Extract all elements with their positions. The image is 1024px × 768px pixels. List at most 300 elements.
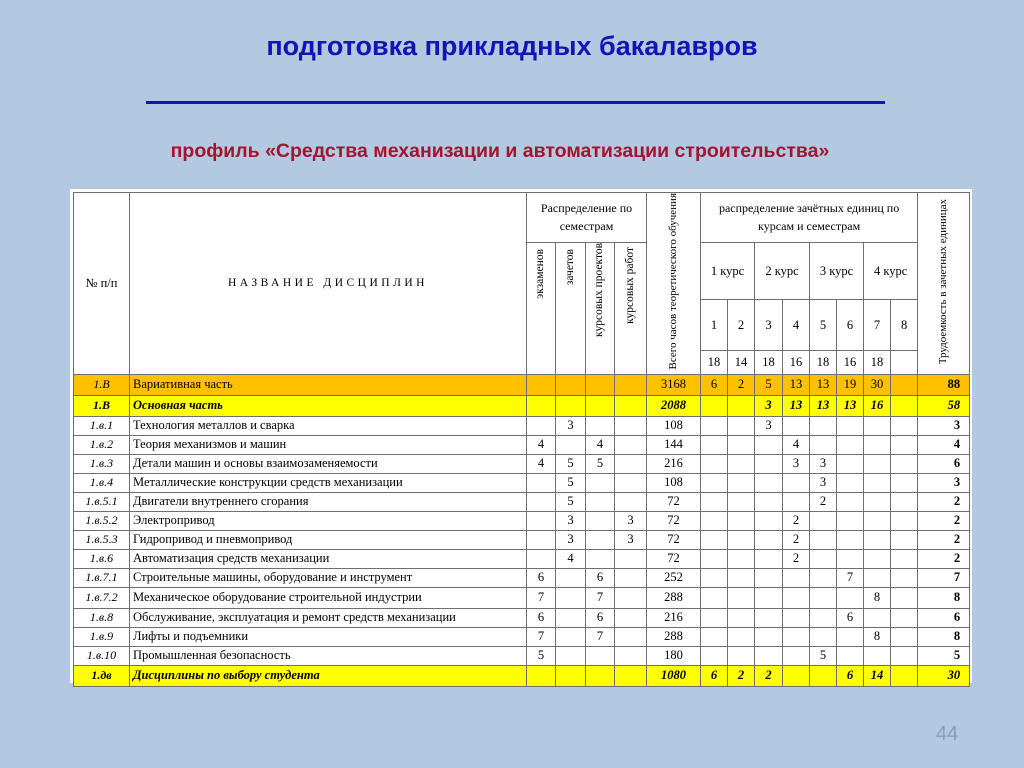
row-labor-total: 2: [918, 530, 970, 549]
header-weeks: 16: [837, 350, 864, 374]
row-exams: [527, 473, 556, 492]
row-tests: 4: [556, 549, 586, 568]
header-semester: 7: [864, 299, 891, 350]
row-discipline-name: Автоматизация средств механизации: [130, 549, 527, 568]
row-course-projects: 6: [586, 608, 615, 627]
row-semester-credits: [701, 627, 728, 646]
row-semester-credits: [701, 416, 728, 435]
table-row: [74, 473, 970, 492]
row-labor-total: 2: [918, 492, 970, 511]
row-semester-credits: [755, 568, 783, 587]
header-weeks: 16: [783, 350, 810, 374]
slide-title: подготовка прикладных бакалавров: [266, 31, 758, 61]
row-semester-credits: [701, 530, 728, 549]
header-tests: зачетов: [556, 243, 586, 375]
row-semester-credits: [755, 627, 783, 646]
row-semester-credits: [728, 454, 755, 473]
row-tests: 5: [556, 473, 586, 492]
row-total-hours: 3168: [647, 374, 701, 395]
row-course-works: [615, 549, 647, 568]
row-total-hours: 72: [647, 511, 701, 530]
table-row: [74, 549, 970, 568]
header-course-2: 2 курс: [755, 243, 810, 300]
row-course-works: [615, 587, 647, 608]
row-tests: [556, 627, 586, 646]
row-exams: 6: [527, 608, 556, 627]
row-code: 1.в.7.1: [74, 568, 130, 587]
row-course-projects: 6: [586, 568, 615, 587]
row-semester-credits: 7: [837, 568, 864, 587]
row-semester-credits: [810, 568, 837, 587]
row-discipline-name: Основная часть: [130, 395, 527, 416]
row-course-works: [615, 568, 647, 587]
table-header: [74, 193, 970, 375]
row-semester-credits: 16: [864, 395, 891, 416]
row-semester-credits: [837, 627, 864, 646]
row-labor-total: 8: [918, 587, 970, 608]
row-semester-credits: [783, 473, 810, 492]
row-semester-credits: [701, 511, 728, 530]
row-labor-total: 8: [918, 627, 970, 646]
row-course-projects: 7: [586, 627, 615, 646]
row-semester-credits: [891, 374, 918, 395]
row-course-works: [615, 416, 647, 435]
row-semester-credits: [864, 549, 891, 568]
row-course-works: [615, 627, 647, 646]
header-semester: 5: [810, 299, 837, 350]
row-semester-credits: [701, 568, 728, 587]
header-semester: 3: [755, 299, 783, 350]
row-exams: 7: [527, 627, 556, 646]
header-weeks: 18: [701, 350, 728, 374]
row-semester-credits: [864, 473, 891, 492]
row-exams: [527, 549, 556, 568]
row-code: 1.в.10: [74, 646, 130, 665]
row-semester-credits: [837, 416, 864, 435]
row-code: 1.в.2: [74, 435, 130, 454]
row-semester-credits: 13: [810, 395, 837, 416]
row-semester-credits: [891, 492, 918, 511]
header-semester: 6: [837, 299, 864, 350]
row-semester-credits: [891, 627, 918, 646]
row-semester-credits: [783, 646, 810, 665]
header-weeks: 14: [728, 350, 755, 374]
row-semester-credits: [701, 549, 728, 568]
header-course-3: 3 курс: [810, 243, 864, 300]
row-semester-credits: [864, 608, 891, 627]
row-semester-credits: [810, 435, 837, 454]
row-exams: 4: [527, 454, 556, 473]
row-course-works: 3: [615, 530, 647, 549]
row-semester-credits: 2: [783, 549, 810, 568]
page-number: 44: [936, 723, 959, 745]
row-semester-credits: 6: [837, 608, 864, 627]
row-discipline-name: Вариативная часть: [130, 374, 527, 395]
header-course-works: курсовых работ: [615, 243, 647, 375]
row-course-works: [615, 395, 647, 416]
row-semester-credits: [810, 416, 837, 435]
row-total-hours: 252: [647, 568, 701, 587]
table-row: [74, 608, 970, 627]
row-semester-credits: [728, 568, 755, 587]
row-semester-credits: [891, 454, 918, 473]
row-semester-credits: [810, 587, 837, 608]
row-semester-credits: 6: [837, 665, 864, 686]
row-semester-credits: [810, 627, 837, 646]
table-row: [74, 646, 970, 665]
row-discipline-name: Электропривод: [130, 511, 527, 530]
row-discipline-name: Дисциплины по выбору студента: [130, 665, 527, 686]
row-total-hours: 144: [647, 435, 701, 454]
row-semester-credits: [891, 473, 918, 492]
row-course-projects: [586, 511, 615, 530]
row-semester-credits: [810, 511, 837, 530]
row-code: 1.В: [74, 395, 130, 416]
row-exams: [527, 492, 556, 511]
row-course-works: [615, 435, 647, 454]
header-total-hours: Всего часов теоретического обучения: [647, 193, 701, 375]
row-semester-credits: [864, 492, 891, 511]
row-semester-credits: [810, 530, 837, 549]
row-semester-credits: [728, 395, 755, 416]
row-semester-credits: [755, 646, 783, 665]
row-code: 1.В: [74, 374, 130, 395]
row-semester-credits: 30: [864, 374, 891, 395]
row-semester-credits: 6: [701, 374, 728, 395]
row-labor-total: 7: [918, 568, 970, 587]
row-tests: [556, 435, 586, 454]
row-semester-credits: [864, 454, 891, 473]
row-discipline-name: Двигатели внутреннего сгорания: [130, 492, 527, 511]
row-semester-credits: [891, 568, 918, 587]
row-semester-credits: [728, 646, 755, 665]
row-semester-credits: [701, 435, 728, 454]
header-discipline-name: НАЗВАНИЕ ДИСЦИПЛИН: [130, 193, 527, 375]
profile-subtitle: профиль «Средства механизации и автоматизации строительства»: [170, 140, 830, 162]
row-exams: 5: [527, 646, 556, 665]
row-course-projects: 5: [586, 454, 615, 473]
row-semester-credits: [728, 608, 755, 627]
row-semester-credits: [891, 646, 918, 665]
row-semester-credits: [837, 473, 864, 492]
row-semester-credits: [728, 627, 755, 646]
row-semester-credits: [864, 530, 891, 549]
row-discipline-name: Технология металлов и сварка: [130, 416, 527, 435]
row-semester-credits: 8: [864, 627, 891, 646]
row-code: 1.в.7.2: [74, 587, 130, 608]
table-row: [74, 374, 970, 395]
row-semester-credits: 13: [810, 374, 837, 395]
row-semester-credits: [701, 395, 728, 416]
header-credit-distribution: распределение зачётных единиц по курсам и семестрам: [701, 193, 918, 243]
row-semester-credits: [837, 549, 864, 568]
table-row: [74, 454, 970, 473]
row-semester-credits: [783, 492, 810, 511]
row-semester-credits: 13: [783, 395, 810, 416]
row-course-projects: [586, 473, 615, 492]
row-discipline-name: Детали машин и основы взаимозаменяемости: [130, 454, 527, 473]
row-course-works: 3: [615, 511, 647, 530]
row-discipline-name: Гидропривод и пневмопривод: [130, 530, 527, 549]
row-semester-credits: [728, 416, 755, 435]
row-total-hours: 72: [647, 492, 701, 511]
row-semester-credits: [728, 492, 755, 511]
row-total-hours: 216: [647, 608, 701, 627]
curriculum-table-container: [70, 189, 972, 683]
row-code: 1.в.1: [74, 416, 130, 435]
row-semester-credits: [837, 511, 864, 530]
row-labor-total: 6: [918, 608, 970, 627]
row-discipline-name: Лифты и подъемники: [130, 627, 527, 646]
row-course-works: [615, 454, 647, 473]
row-semester-credits: [891, 608, 918, 627]
row-semester-credits: [864, 511, 891, 530]
row-semester-credits: 2: [728, 374, 755, 395]
row-course-projects: [586, 646, 615, 665]
row-semester-credits: 3: [810, 454, 837, 473]
row-code: 1.в.3: [74, 454, 130, 473]
row-semester-credits: [891, 435, 918, 454]
row-course-projects: [586, 374, 615, 395]
row-semester-credits: [728, 435, 755, 454]
row-semester-credits: [701, 454, 728, 473]
row-course-projects: 7: [586, 587, 615, 608]
header-semester: 2: [728, 299, 755, 350]
row-labor-total: 2: [918, 549, 970, 568]
table-row: [74, 395, 970, 416]
row-tests: 3: [556, 530, 586, 549]
row-tests: [556, 374, 586, 395]
row-labor-total: 3: [918, 473, 970, 492]
row-semester-credits: [891, 511, 918, 530]
row-total-hours: 1080: [647, 665, 701, 686]
row-code: 1.в.8: [74, 608, 130, 627]
row-semester-credits: [837, 435, 864, 454]
row-total-hours: 288: [647, 627, 701, 646]
header-course-projects: курсовых проектов: [586, 243, 615, 375]
row-semester-credits: 13: [783, 374, 810, 395]
header-weeks: 18: [810, 350, 837, 374]
row-semester-credits: [783, 587, 810, 608]
row-labor-total: 3: [918, 416, 970, 435]
row-semester-credits: 2: [783, 511, 810, 530]
table-row: [74, 530, 970, 549]
row-code: 1.в.5.2: [74, 511, 130, 530]
row-semester-credits: [755, 454, 783, 473]
row-semester-credits: [728, 549, 755, 568]
row-labor-total: 88: [918, 374, 970, 395]
row-discipline-name: Механическое оборудование строительной индустрии: [130, 587, 527, 608]
row-semester-credits: [810, 665, 837, 686]
row-semester-credits: [891, 549, 918, 568]
header-weeks: [891, 350, 918, 374]
row-exams: [527, 416, 556, 435]
row-labor-total: 4: [918, 435, 970, 454]
title-underline: [146, 101, 885, 104]
row-semester-credits: [701, 473, 728, 492]
table-row: [74, 627, 970, 646]
row-exams: [527, 530, 556, 549]
row-exams: [527, 395, 556, 416]
row-total-hours: 72: [647, 530, 701, 549]
row-course-works: [615, 492, 647, 511]
header-semester: 4: [783, 299, 810, 350]
row-total-hours: 108: [647, 416, 701, 435]
row-course-works: [615, 608, 647, 627]
row-discipline-name: Строительные машины, оборудование и инструмент: [130, 568, 527, 587]
row-code: 1.в.5.1: [74, 492, 130, 511]
row-semester-credits: [783, 608, 810, 627]
row-code: 1.в.6: [74, 549, 130, 568]
row-code: 1.в.4: [74, 473, 130, 492]
row-total-hours: 72: [647, 549, 701, 568]
row-semester-credits: [837, 454, 864, 473]
row-total-hours: 108: [647, 473, 701, 492]
row-labor-total: 2: [918, 511, 970, 530]
row-total-hours: 216: [647, 454, 701, 473]
row-semester-credits: [891, 665, 918, 686]
row-labor-total: 6: [918, 454, 970, 473]
row-semester-credits: [837, 492, 864, 511]
row-tests: 3: [556, 416, 586, 435]
row-semester-credits: [864, 435, 891, 454]
row-semester-credits: [728, 530, 755, 549]
row-total-hours: 288: [647, 587, 701, 608]
row-semester-credits: [755, 587, 783, 608]
row-discipline-name: Обслуживание, эксплуатация и ремонт средств механизации: [130, 608, 527, 627]
row-semester-credits: 2: [755, 665, 783, 686]
row-semester-credits: 5: [810, 646, 837, 665]
row-semester-credits: [755, 549, 783, 568]
row-semester-credits: [701, 492, 728, 511]
row-tests: [556, 587, 586, 608]
row-code: 1.в.5.3: [74, 530, 130, 549]
row-labor-total: 5: [918, 646, 970, 665]
row-course-works: [615, 374, 647, 395]
header-exams: экзаменов: [527, 243, 556, 375]
row-course-works: [615, 646, 647, 665]
row-exams: 4: [527, 435, 556, 454]
row-discipline-name: Теория механизмов и машин: [130, 435, 527, 454]
row-semester-credits: [783, 568, 810, 587]
row-semester-credits: [755, 530, 783, 549]
header-course-1: 1 курс: [701, 243, 755, 300]
row-semester-credits: [891, 416, 918, 435]
row-semester-credits: 19: [837, 374, 864, 395]
row-semester-credits: [755, 473, 783, 492]
row-discipline-name: Металлические конструкции средств механизации: [130, 473, 527, 492]
table-row: [74, 416, 970, 435]
row-semester-credits: [891, 395, 918, 416]
row-semester-credits: [864, 416, 891, 435]
row-exams: 6: [527, 568, 556, 587]
row-semester-credits: [701, 608, 728, 627]
row-discipline-name: Промышленная безопасность: [130, 646, 527, 665]
row-semester-credits: [891, 587, 918, 608]
row-semester-credits: 3: [755, 395, 783, 416]
table-row: [74, 511, 970, 530]
row-tests: [556, 568, 586, 587]
row-semester-credits: 14: [864, 665, 891, 686]
row-semester-credits: [891, 530, 918, 549]
header-num: № п/п: [74, 193, 130, 375]
table-row: [74, 492, 970, 511]
row-code: 1.дв: [74, 665, 130, 686]
row-semester-credits: [755, 608, 783, 627]
row-total-hours: 180: [647, 646, 701, 665]
row-semester-credits: 13: [837, 395, 864, 416]
row-course-projects: [586, 530, 615, 549]
row-labor-total: 30: [918, 665, 970, 686]
row-semester-credits: [783, 416, 810, 435]
row-semester-credits: [810, 549, 837, 568]
row-tests: 5: [556, 454, 586, 473]
row-tests: [556, 646, 586, 665]
row-semester-credits: [728, 511, 755, 530]
row-tests: [556, 608, 586, 627]
row-total-hours: 2088: [647, 395, 701, 416]
row-course-projects: [586, 549, 615, 568]
row-semester-credits: [864, 568, 891, 587]
row-course-projects: [586, 665, 615, 686]
row-exams: [527, 511, 556, 530]
header-semester-distribution: Распределение по семестрам: [527, 193, 647, 243]
row-semester-credits: [755, 492, 783, 511]
row-semester-credits: [755, 511, 783, 530]
row-semester-credits: 2: [728, 665, 755, 686]
row-course-projects: [586, 416, 615, 435]
row-semester-credits: [701, 646, 728, 665]
row-semester-credits: 2: [810, 492, 837, 511]
row-semester-credits: [728, 473, 755, 492]
row-semester-credits: 8: [864, 587, 891, 608]
row-labor-total: 58: [918, 395, 970, 416]
row-exams: 7: [527, 587, 556, 608]
table-row: [74, 435, 970, 454]
row-code: 1.в.9: [74, 627, 130, 646]
row-semester-credits: 3: [755, 416, 783, 435]
row-semester-credits: [783, 627, 810, 646]
row-exams: [527, 374, 556, 395]
row-course-projects: [586, 395, 615, 416]
row-semester-credits: [728, 587, 755, 608]
row-tests: 5: [556, 492, 586, 511]
row-semester-credits: 5: [755, 374, 783, 395]
table-row: [74, 665, 970, 686]
row-semester-credits: [783, 665, 810, 686]
row-course-projects: [586, 492, 615, 511]
header-labor-intensity: Трудоемкость в зачетных единицах: [918, 193, 970, 375]
row-semester-credits: 6: [701, 665, 728, 686]
row-semester-credits: [837, 530, 864, 549]
curriculum-table: [73, 192, 970, 687]
table-row: [74, 568, 970, 587]
row-course-works: [615, 473, 647, 492]
row-semester-credits: 3: [783, 454, 810, 473]
row-semester-credits: [837, 646, 864, 665]
row-exams: [527, 665, 556, 686]
table-row: [74, 587, 970, 608]
row-semester-credits: [755, 435, 783, 454]
row-semester-credits: 4: [783, 435, 810, 454]
header-course-4: 4 курс: [864, 243, 918, 300]
header-weeks: 18: [864, 350, 891, 374]
table-body: [74, 374, 970, 686]
row-tests: [556, 665, 586, 686]
row-semester-credits: 3: [810, 473, 837, 492]
row-semester-credits: 2: [783, 530, 810, 549]
row-semester-credits: [701, 587, 728, 608]
